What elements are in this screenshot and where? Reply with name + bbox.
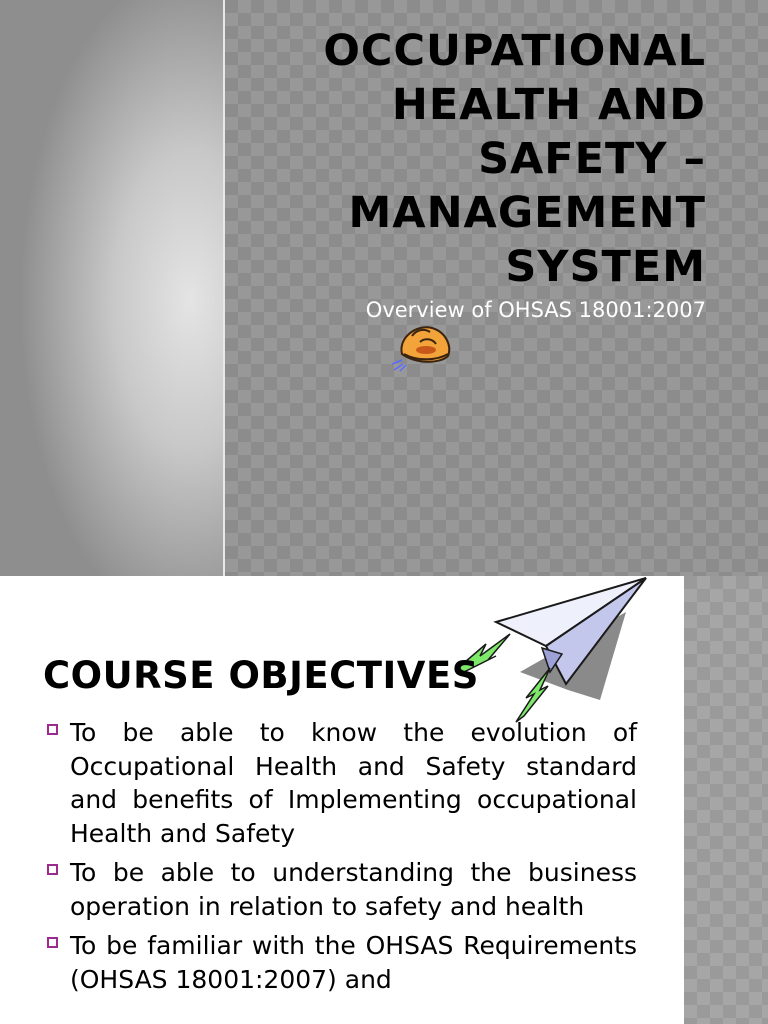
list-item [45,856,637,923]
objectives-heading: COURSE OBJECTIVES [43,654,479,697]
paper-airplane-icon [450,576,650,726]
list-item [45,716,637,850]
slide-title: OCCUPATIONAL HEALTH AND SAFETY – MANAGEMENT SYSTEM [323,26,706,292]
square-bullet-icon [47,937,58,948]
square-bullet-icon [47,724,58,735]
objective-text: To be able to know the evolution of Occupational Health and Safety standard and benefits of Implementing occupational Health and Safety [70,718,637,848]
square-bullet-icon [47,864,58,875]
objectives-slide [0,576,768,1024]
slide-subtitle: Overview of OHSAS 18001:2007 [365,298,706,322]
slide-left-panel [0,0,223,576]
objective-text: To be able to understanding the business operation in relation to safety and health [70,858,637,921]
objectives-list [45,716,637,1002]
hard-hat-icon [390,320,454,372]
slide-side-strip [684,576,768,1024]
objective-text: To be familiar with the OHSAS Requirements (OHSAS 18001:2007) and [70,931,637,994]
list-item [45,929,637,996]
